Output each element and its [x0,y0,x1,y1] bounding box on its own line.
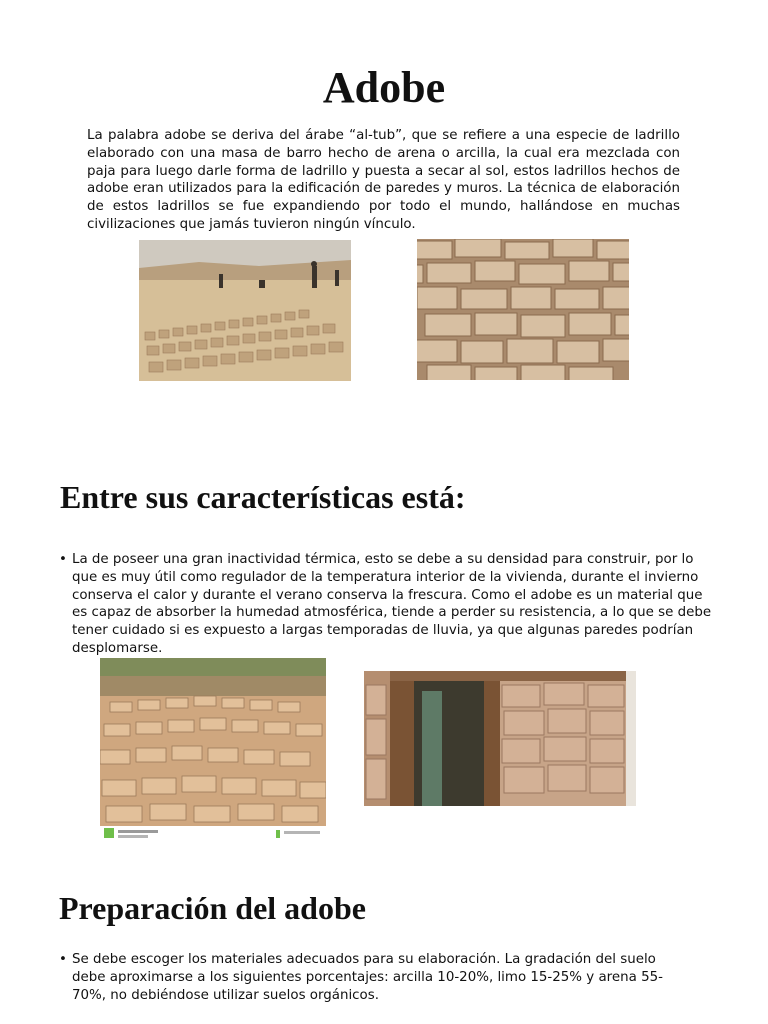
photo-brick-drying-field [139,240,351,381]
characteristics-heading: Entre sus características está: [60,479,466,515]
preparation-text: Se debe escoger los materiales adecuados para su elaboración. La gradación del suelo debe aproximarse a los siguientes porcentajes: arcilla 10-20%, limo 15-25% y arena 55-70%, no debiéndose utilizar suelos orgánicos. [72,952,663,1003]
photo-adobe-rows [100,658,326,842]
characteristics-bullet [59,551,712,658]
photo-adobe-wall-doorway [364,671,636,806]
preparation-bullet [59,951,692,1004]
bullet-symbol-2: • [59,952,67,967]
preparation-heading: Preparación del adobe [59,890,366,926]
bullet-symbol: • [59,552,67,567]
photo-adobe-brick-stack [417,239,629,380]
intro-paragraph: La palabra adobe se deriva del árabe “al-tub”, que se refiere a una especie de ladrillo elaborado con una masa de barro hecho de arena o arcilla, la cual era mezclada con paja para luego darle forma de ladrillo y puesta a secar al sol, estos ladrillos hechos de adobe eran utilizados para la edificación de paredes y muros. La técnica de elaboración de estos ladrillos se fue expandiendo por todo el mundo, hallándose en muchas civilizaciones que jamás tuvieron ningún vínculo. [87,128,680,232]
characteristics-text: La de poseer una gran inactividad térmica, esto se debe a su densidad para construir, por lo que es muy útil como regulador de la temperatura interior de la vivienda, durante el invierno conserva el calor y durante el verano conserva la frescura. Como el adobe es un material que es capaz de absorber la humedad atmosférica, tiende a perder su resistencia, a lo que se debe tener cuidado si es expuesto a largas temporadas de lluvia, ya que algunas paredes podrían desplomarse. [72,552,712,656]
page-title: Adobe [322,63,446,112]
